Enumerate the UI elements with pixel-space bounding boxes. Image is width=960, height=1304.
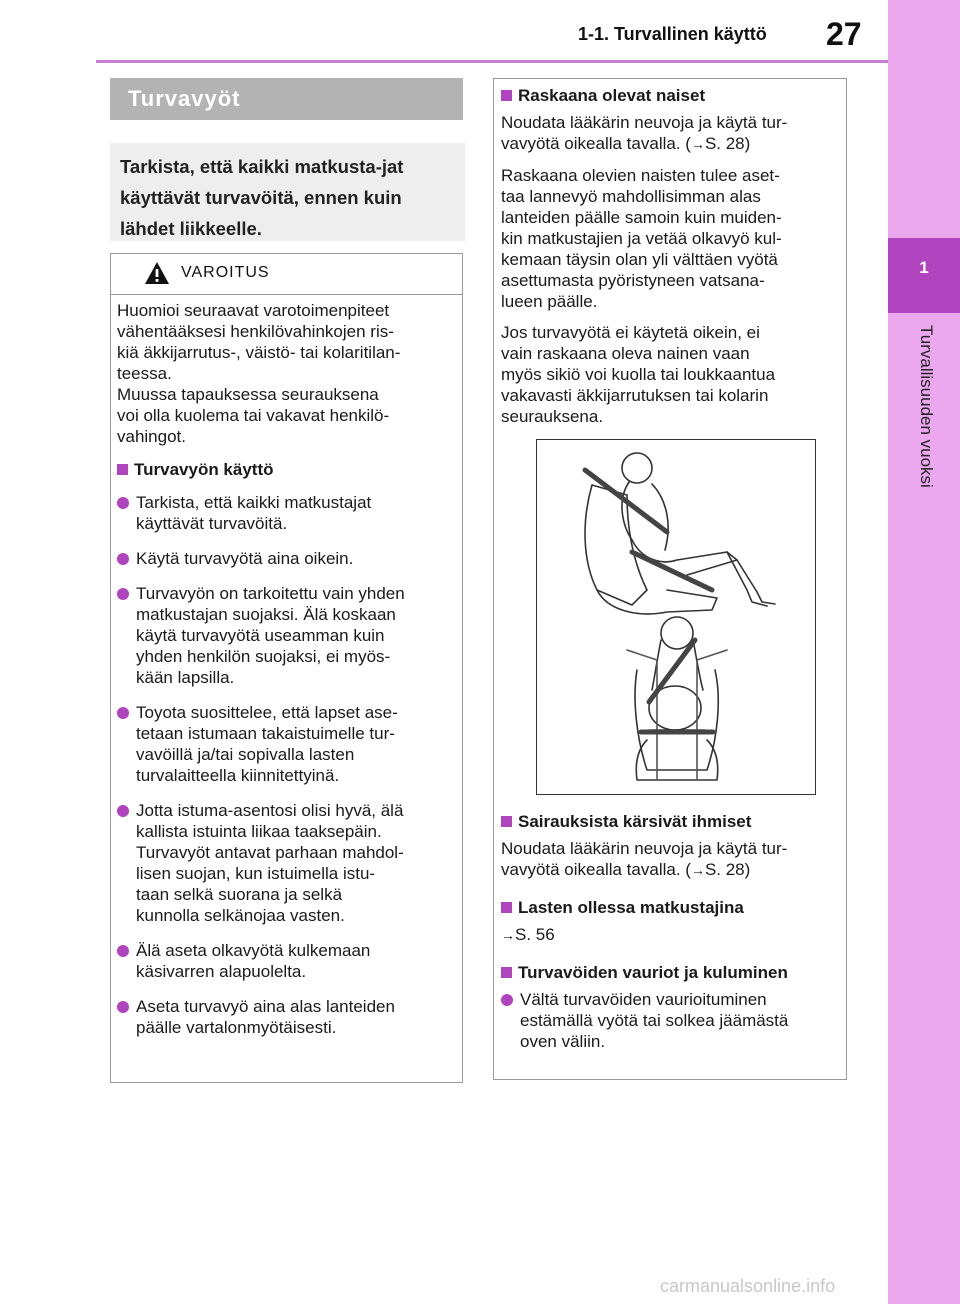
warning-intro-line: teessa. [117, 364, 172, 383]
bullet-dot-icon [117, 497, 129, 509]
bullet-line: oven väliin. [520, 1032, 606, 1051]
bullet-dot-icon [117, 588, 129, 600]
list-item [117, 940, 452, 982]
bullet-line: kunnolla selkänojaa vasten. [136, 906, 345, 925]
pregnant-seatbelt-illustration [536, 439, 816, 795]
pregnant-heading-text: Raskaana olevat naiset [518, 86, 706, 105]
bullet-dot-icon [117, 707, 129, 719]
bullet-line: Jotta istuma-asentosi olisi hyvä, älä [136, 801, 404, 820]
bullet-line: tetaan istumaan takaistuimelle tur- [136, 724, 395, 743]
header-rule [96, 60, 888, 63]
side-tab [888, 0, 960, 1304]
para-line: lanteiden päälle samoin kuin muiden- [501, 208, 782, 227]
para-line: kin matkustajien ja vetää olkavyö kul- [501, 229, 782, 248]
para-line: myös sikiö voi kuolla tai loukkaantua [501, 365, 776, 384]
list-item [117, 702, 452, 786]
bullet-line: kään lapsilla. [136, 668, 235, 687]
bullet-line: yhden henkilön suojaksi, ei myös- [136, 647, 391, 666]
pregnant-heading [501, 85, 838, 106]
para-line: lueen päälle. [501, 292, 598, 311]
damage-heading-text: Turvavöiden vauriot ja kuluminen [518, 963, 788, 982]
bullet-line: Tarkista, että kaikki matkustajat [136, 493, 372, 512]
damage-heading [501, 962, 838, 983]
side-tab-number: 1 [919, 258, 929, 277]
bullet-line: matkustajan suojaksi. Älä koskaan [136, 605, 396, 624]
page-reference-link[interactable]: S. 28) [704, 860, 751, 879]
arrow-right-icon: → [501, 927, 515, 943]
pregnant-para-2 [501, 165, 838, 312]
page-number: 27 [826, 16, 862, 52]
warning-body [111, 295, 462, 1038]
para-line: Raskaana olevien naisten tulee aset- [501, 166, 780, 185]
page-reference-link[interactable]: S. 56 [515, 925, 555, 944]
page-header-title: 1-1. Turvallinen käyttö [578, 24, 767, 44]
pregnant-para-1 [501, 112, 838, 155]
para-text: vavyötä oikealla tavalla. ( [501, 134, 691, 153]
warning-intro [117, 300, 452, 447]
bullet-line: vavöillä ja/tai sopivalla lasten [136, 745, 355, 764]
warning-subhead [117, 459, 452, 480]
para-line: vakavasti äkkijarrutuksen tai kolarin [501, 386, 769, 405]
bullet-dot-icon [117, 945, 129, 957]
bullet-dot-icon [117, 805, 129, 817]
square-marker-icon [501, 967, 512, 978]
bullet-line: turvalaitteella kiinnitettyinä. [136, 766, 340, 785]
children-heading-text: Lasten ollessa matkustajina [518, 898, 744, 917]
list-item [501, 989, 838, 1052]
bullet-line: taan selkä suorana ja selkä [136, 885, 343, 904]
para-line: seurauksena. [501, 407, 604, 426]
bullet-line: Turvavyöt antavat parhaan mahdol- [136, 843, 404, 862]
list-item [117, 548, 452, 569]
para-text: vavyötä oikealla tavalla. ( [501, 860, 691, 879]
arrow-right-icon: → [690, 136, 705, 152]
warning-intro-line: kiä äkkijarrutus-, väistö- tai kolaritilan- [117, 343, 401, 362]
para-line: vain raskaana oleva nainen vaan [501, 344, 750, 363]
page-reference-link[interactable]: S. 28) [704, 134, 751, 153]
warning-intro-line: vahingot. [117, 427, 186, 446]
bullet-dot-icon [501, 994, 513, 1006]
para-line: taa lannevyö mahdollisimman alas [501, 187, 761, 206]
illness-heading-text: Sairauksista kärsivät ihmiset [518, 812, 752, 831]
list-item [117, 583, 452, 688]
arrow-right-icon: → [690, 862, 705, 878]
square-marker-icon [117, 464, 128, 475]
square-marker-icon [501, 816, 512, 827]
seatbelt-illustration-drawing [537, 440, 815, 794]
warning-label: VAROITUS [181, 264, 270, 281]
square-marker-icon [501, 902, 512, 913]
bullet-line: kallista istuinta liikaa taaksepäin. [136, 822, 382, 841]
bullet-line: estämällä vyötä tai solkea jäämästä [520, 1011, 789, 1030]
bullet-line: Älä aseta olkavyötä kulkemaan [136, 941, 371, 960]
children-reference [501, 924, 838, 946]
right-column-box [493, 78, 847, 1080]
para-line: Noudata lääkärin neuvoja ja käytä tur- [501, 113, 788, 132]
warning-intro-line: Muussa tapauksessa seurauksena [117, 385, 379, 404]
bullet-dot-icon [117, 1001, 129, 1013]
section-intro: Tarkista, että kaikki matkusta-jat käyttävät turvavöitä, ennen kuin lähdet liikkeelle. [110, 143, 465, 241]
warning-intro-line: Huomioi seuraavat varotoimenpiteet [117, 301, 390, 320]
bullet-line: Käytä turvavyötä aina oikein. [136, 549, 354, 568]
list-item [117, 800, 452, 926]
bullet-line: Vältä turvavöiden vaurioituminen [520, 990, 767, 1009]
para-line [501, 133, 838, 155]
warning-intro-line: voi olla kuolema tai vakavat henkilö- [117, 406, 390, 425]
para-line: Noudata lääkärin neuvoja ja käytä tur- [501, 839, 788, 858]
illness-para [501, 838, 838, 881]
bullet-dot-icon [117, 553, 129, 565]
para-line [501, 859, 838, 881]
para-line: asettumasta pyöristyneen vatsana- [501, 271, 765, 290]
children-heading [501, 897, 838, 918]
bullet-line: lisen suojan, kun istuimella istu- [136, 864, 376, 883]
para-line: kemaan täysin olan yli välttäen vyötä [501, 250, 778, 269]
warning-intro-line: vähentääksesi henkilövahinkojen ris- [117, 322, 394, 341]
illness-heading [501, 811, 838, 832]
bullet-line: Toyota suosittelee, että lapset ase- [136, 703, 398, 722]
section-title: Turvavyöt [110, 78, 463, 120]
warning-triangle-icon [144, 261, 170, 285]
watermark: carmanualsonline.info [660, 1276, 836, 1296]
para-line: Jos turvavyötä ei käytetä oikein, ei [501, 323, 760, 342]
bullet-line: käsivarren alapuolelta. [136, 962, 307, 981]
warning-subhead-text: Turvavyön käyttö [134, 460, 274, 479]
warning-box [110, 253, 463, 1083]
square-marker-icon [501, 90, 512, 101]
list-item [117, 492, 452, 534]
pregnant-para-3 [501, 322, 838, 427]
list-item [117, 996, 452, 1038]
bullet-line: Turvavyön on tarkoitettu vain yhden [136, 584, 405, 603]
warning-header [111, 254, 462, 295]
bullet-line: Aseta turvavyö aina alas lanteiden [136, 997, 395, 1016]
bullet-line: päälle vartalonmyötäisesti. [136, 1018, 337, 1037]
bullet-line: käyttävät turvavöitä. [136, 514, 288, 533]
bullet-line: käytä turvavyötä useamman kuin [136, 626, 385, 645]
side-tab-label: Turvallisuuden vuoksi [917, 325, 936, 488]
